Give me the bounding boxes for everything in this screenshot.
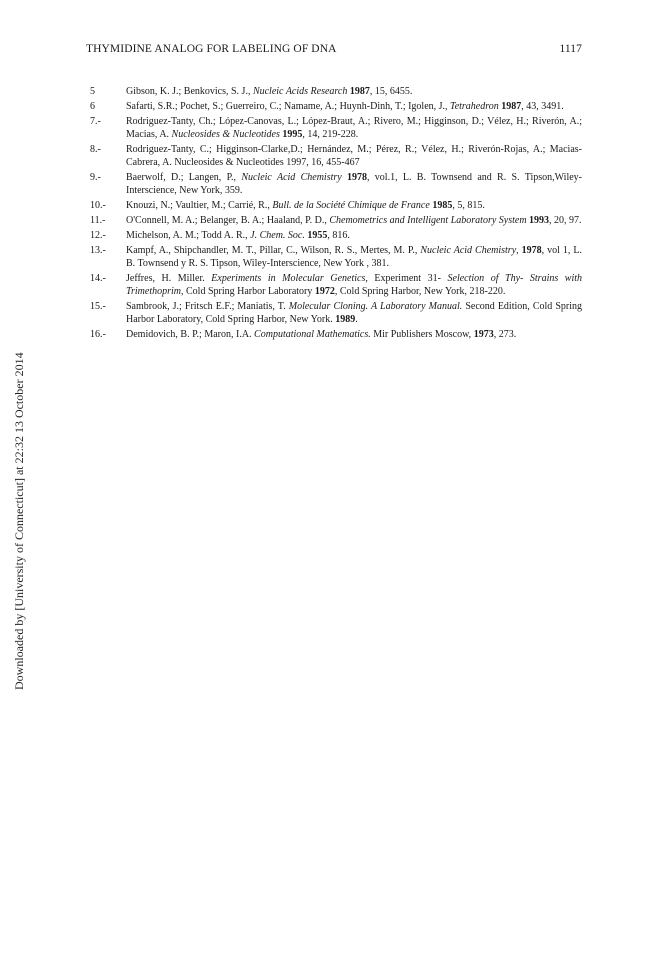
reference-number: 11.-: [90, 215, 106, 226]
reference-text-run: Kampf, A., Shipchandler, M. T., Pillar, C., Wilson, R. S., Mertes, M. P.,: [126, 245, 421, 256]
reference-text-run: , vol.1, L. B. Townsend and R. S. Tipson,Wiley-Interscience, New York, 359.: [126, 172, 582, 196]
reference-text-run: , Cold Spring Harbor Laboratory: [181, 286, 315, 297]
reference-title-italic: Nucleic Acid Chemistry: [420, 245, 517, 256]
reference-title-italic: Nucleosides & Nucleotides: [171, 129, 280, 140]
reference-text: [126, 229, 582, 242]
reference-title-italic: Selection of Thy- Strains with Trimethoprim: [126, 273, 583, 297]
reference-text: [126, 199, 582, 212]
reference-text: [126, 143, 582, 169]
reference-text-run: , 20, 97.: [549, 215, 582, 226]
reference-text-run: ,: [516, 245, 522, 256]
reference-text-run: .: [355, 314, 358, 325]
reference-item: [90, 272, 582, 298]
reference-item: [90, 85, 582, 98]
reference-text: [126, 328, 582, 341]
reference-title-italic: Bull. de la Société Chimique de France: [272, 200, 430, 211]
reference-title-italic: Molecular Cloning. A Laboratory Manual.: [288, 301, 463, 312]
reference-year-bold: 1972: [314, 286, 335, 297]
reference-text-run: Baerwolf, D.; Langen, P.,: [126, 172, 242, 183]
reference-number: 8.-: [90, 144, 101, 155]
reference-number: 12.-: [90, 230, 106, 241]
reference-title-italic: Tetrahedron: [450, 101, 499, 112]
reference-text-run: Rodriguez-Tanty, C.; Higginson-Clarke,D.; Hernández, M.; Pérez, R.; Vélez, H.; Riverón-Rojas, A.; Macias-Cabrera, A. Nucleosides & Nucleotides 1997, 16, 455-467: [126, 144, 582, 168]
page-number: 1117: [559, 43, 582, 55]
reference-item: [90, 100, 582, 113]
reference-item: [90, 171, 582, 197]
reference-number: 13.-: [90, 245, 106, 256]
reference-text-run: , 14, 219-228.: [302, 129, 359, 140]
reference-number: 15.-: [90, 301, 106, 312]
reference-text-run: , 273.: [493, 329, 517, 340]
reference-text-run: , 816.: [327, 230, 350, 241]
reference-text-run: Rodriguez-Tanty, Ch.; López-Canovas, L.; López-Braut, A.; Rivero, M.; Higginson, D.; Vélez, H.; Riverón, A.; Macias, A.: [126, 116, 582, 140]
reference-number: 16.-: [90, 329, 106, 340]
reference-number: 7.-: [90, 116, 101, 127]
reference-text-run: Mir Publishers Moscow,: [370, 329, 474, 340]
reference-year-bold: 1978: [347, 172, 368, 183]
reference-year-bold: 1989: [335, 314, 356, 325]
reference-year-bold: 1993: [529, 215, 550, 226]
reference-year-bold: 1987: [349, 86, 370, 97]
reference-text-run: Second Edition, Cold Spring Harbor Laboratory, Cold Spring Harbor, New York.: [126, 301, 582, 325]
reference-item: [90, 115, 582, 141]
reference-title-italic: Nucleic Acids Research: [252, 86, 348, 97]
running-title: THYMIDINE ANALOG FOR LABELING OF DNA: [86, 43, 337, 55]
reference-year-bold: 1985: [432, 200, 453, 211]
reference-text-run: O'Connell, M. A.; Belanger, B. A.; Haaland, P. D.,: [126, 215, 330, 226]
reference-text: [126, 115, 582, 141]
reference-text-run: , Cold Spring Harbor, New York, 218-220.: [334, 286, 506, 297]
reference-item: [90, 328, 582, 341]
reference-item: [90, 214, 582, 227]
reference-item: [90, 244, 582, 270]
reference-text: [126, 171, 582, 197]
reference-text: [126, 272, 582, 298]
reference-text-run: , Experiment 31-: [365, 273, 448, 284]
reference-text: [126, 85, 582, 98]
reference-text: [126, 300, 582, 326]
reference-item: [90, 300, 582, 326]
reference-text: [126, 214, 582, 227]
reference-text: [126, 244, 582, 270]
reference-number: 5: [90, 86, 95, 97]
reference-text-run: , 5, 815.: [452, 200, 485, 211]
reference-year-bold: 1987: [501, 101, 522, 112]
reference-title-italic: Computational Mathematics.: [254, 329, 371, 340]
reference-item: [90, 143, 582, 169]
reference-text-run: , 15, 6455.: [369, 86, 413, 97]
reference-title-italic: J. Chem. Soc.: [250, 230, 305, 241]
reference-year-bold: 1978: [521, 245, 542, 256]
reference-item: [90, 199, 582, 212]
reference-text-run: Gibson, K. J.; Benkovics, S. J.,: [126, 86, 253, 97]
reference-year-bold: 1955: [307, 230, 328, 241]
reference-text-run: , 43, 3491.: [521, 101, 564, 112]
reference-year-bold: 1995: [282, 129, 303, 140]
reference-number: 10.-: [90, 200, 106, 211]
reference-number: 14.-: [90, 273, 106, 284]
reference-text-run: Michelson, A. M.; Todd A. R.,: [126, 230, 251, 241]
reference-title-italic: Chemometrics and Intelligent Laboratory System: [329, 215, 527, 226]
reference-text-run: Knouzi, N.; Vaultier, M.; Carrié, R.,: [126, 200, 273, 211]
reference-list: [90, 85, 582, 343]
reference-title-italic: Experiments in Molecular Genetics: [211, 273, 366, 284]
download-watermark: Downloaded by [University of Connecticut] at 22:32 13 October 2014: [12, 352, 26, 690]
reference-text-run: Sambrook, J.; Fritsch E.F.; Maniatis, T.: [126, 301, 289, 312]
reference-text-run: Safarti, S.R.; Pochet, S.; Guerreiro, C.; Namame, A.; Huynh-Dinh, T.; Igolen, J.,: [126, 101, 451, 112]
reference-text: [126, 100, 582, 113]
reference-year-bold: 1973: [473, 329, 494, 340]
reference-title-italic: Nucleic Acid Chemistry: [241, 172, 342, 183]
reference-number: 9.-: [90, 172, 101, 183]
reference-text-run: Jeffres, H. Miller.: [126, 273, 212, 284]
reference-number: 6: [90, 101, 95, 112]
reference-text-run: Demidovich, B. P.; Maron, I.A.: [126, 329, 255, 340]
reference-item: [90, 229, 582, 242]
reference-text-run: , vol 1, L. B. Townsend y R. S. Tipson, Wiley-Interscience, New York , 381.: [126, 245, 583, 269]
